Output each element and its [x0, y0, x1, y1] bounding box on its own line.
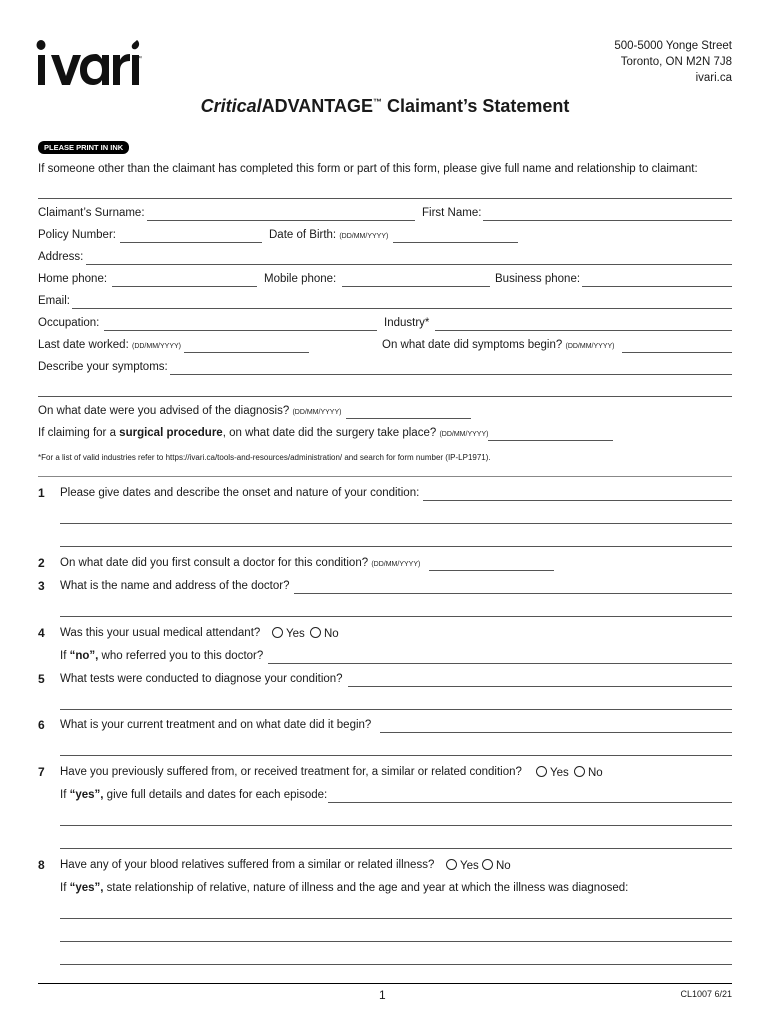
- logo-tm: ™: [136, 56, 142, 62]
- q8-if-label: If “yes”, state relationship of relative, nature of illness and the age and year at which the illness was diagnosed:: [60, 882, 629, 894]
- industry-field[interactable]: [435, 330, 732, 331]
- business-phone-label: Business phone:: [495, 273, 581, 285]
- q8-line-2[interactable]: [60, 941, 732, 942]
- occupation-field[interactable]: [104, 330, 377, 331]
- q2-field[interactable]: [429, 570, 554, 571]
- home-phone-field[interactable]: [112, 286, 257, 287]
- advised-diagnosis-field[interactable]: [346, 418, 471, 419]
- website: ivari.ca: [695, 72, 732, 84]
- q6-field[interactable]: [380, 732, 732, 733]
- title-italic: Critical: [200, 96, 262, 116]
- q3-number: 3: [38, 579, 45, 593]
- q6-line-2[interactable]: [60, 755, 732, 756]
- policy-number-label: Policy Number:: [38, 229, 116, 241]
- q7-line-3[interactable]: [60, 848, 732, 849]
- last-worked-label: Last date worked: (DD/MM/YYYY): [38, 339, 181, 351]
- q4-label: Was this your usual medical attendant?: [60, 627, 261, 639]
- q4-no-radio[interactable]: [310, 627, 321, 638]
- q7-details-field[interactable]: [328, 802, 732, 803]
- industry-label: Industry*: [384, 317, 430, 329]
- symptoms-begin-label: On what date did symptoms begin? (DD/MM/YYYY): [382, 339, 615, 351]
- q8-yes-option[interactable]: Yes: [446, 859, 479, 872]
- dob-label: Date of Birth: (DD/MM/YYYY): [269, 229, 389, 241]
- company-address: [614, 38, 732, 86]
- email-field[interactable]: [72, 308, 732, 309]
- q7-line-2[interactable]: [60, 825, 732, 826]
- describe-symptoms-label: Describe your symptoms:: [38, 361, 168, 373]
- q7-no-radio[interactable]: [574, 766, 585, 777]
- title-tm: ™: [372, 97, 382, 107]
- form-title: [0, 96, 770, 117]
- home-phone-label: Home phone:: [38, 273, 108, 285]
- q1-label: Please give dates and describe the onset and nature of your condition:: [60, 487, 420, 499]
- q1-line-2[interactable]: [60, 523, 732, 524]
- title-suffix: Claimant’s Statement: [381, 96, 570, 116]
- mobile-phone-field[interactable]: [342, 286, 490, 287]
- q8-label: Have any of your blood relatives suffered from a similar or related illness?: [60, 859, 435, 871]
- q8-line-3[interactable]: [60, 964, 732, 965]
- business-phone-field[interactable]: [582, 286, 732, 287]
- q5-line-2[interactable]: [60, 709, 732, 710]
- form-code: CL1007 6/21: [680, 989, 732, 999]
- q7-number: 7: [38, 765, 45, 779]
- q5-number: 5: [38, 672, 45, 686]
- industry-footnote: *For a list of valid industries refer to https://ivari.ca/tools-and-resources/administration/ and search for form number (IP-LP1971).: [38, 453, 491, 462]
- q6-number: 6: [38, 718, 45, 732]
- address-field[interactable]: [86, 264, 732, 265]
- q8-no-radio[interactable]: [482, 859, 493, 870]
- intro-text: If someone other than the claimant has completed this form or part of this form, please give full name and relationship to claimant:: [38, 163, 698, 175]
- q4-yes-radio[interactable]: [272, 627, 283, 638]
- q6-label: What is your current treatment and on what date did it begin?: [60, 719, 372, 731]
- q1-line-3[interactable]: [60, 546, 732, 547]
- q4-if-label: If “no”, who referred you to this doctor?: [60, 650, 264, 662]
- footer-rule: [38, 983, 732, 984]
- page-number: 1: [379, 988, 386, 1002]
- surgical-date-field[interactable]: [488, 440, 613, 441]
- occupation-label: Occupation:: [38, 317, 100, 329]
- describe-symptoms-line-2[interactable]: [38, 396, 732, 397]
- last-worked-field[interactable]: [184, 352, 309, 353]
- q3-line-2[interactable]: [60, 616, 732, 617]
- q7-label: Have you previously suffered from, or received treatment for, a similar or related condition?: [60, 766, 522, 778]
- mobile-phone-label: Mobile phone:: [264, 273, 337, 285]
- print-in-ink-badge: PLEASE PRINT IN INK: [38, 141, 129, 154]
- q7-no-option[interactable]: No: [574, 766, 603, 779]
- surname-label: Claimant’s Surname:: [38, 207, 145, 219]
- q1-number: 1: [38, 486, 45, 500]
- first-name-label: First Name:: [422, 207, 482, 219]
- ivari-logo: [36, 38, 146, 90]
- q2-number: 2: [38, 556, 45, 570]
- surgical-label: If claiming for a surgical procedure, on what date did the surgery take place? (DD/MM/YYYY): [38, 427, 489, 439]
- q7-if-label: If “yes”, give full details and dates for each episode:: [60, 789, 328, 801]
- q4-referred-field[interactable]: [268, 663, 732, 664]
- q4-yes-option[interactable]: Yes: [272, 627, 305, 640]
- q8-number: 8: [38, 858, 45, 872]
- title-main: ADVANTAGE: [261, 96, 373, 116]
- surname-field[interactable]: [147, 220, 415, 221]
- q7-yes-radio[interactable]: [536, 766, 547, 777]
- describe-symptoms-field[interactable]: [170, 374, 732, 375]
- q7-yes-option[interactable]: Yes: [536, 766, 569, 779]
- address-line-1: 500-5000 Yonge Street: [614, 40, 732, 52]
- q8-line-1[interactable]: [60, 918, 732, 919]
- section-divider: [38, 476, 732, 477]
- q1-field[interactable]: [423, 500, 732, 501]
- q5-label: What tests were conducted to diagnose your condition?: [60, 673, 343, 685]
- q4-number: 4: [38, 626, 45, 640]
- q8-no-option[interactable]: No: [482, 859, 511, 872]
- q4-no-option[interactable]: No: [310, 627, 339, 640]
- policy-number-field[interactable]: [120, 242, 262, 243]
- q5-field[interactable]: [348, 686, 732, 687]
- address-line-2: Toronto, ON M2N 7J8: [620, 56, 732, 68]
- relationship-line[interactable]: [38, 198, 732, 199]
- q3-label: What is the name and address of the doctor?: [60, 580, 290, 592]
- q2-label: On what date did you first consult a doctor for this condition? (DD/MM/YYYY): [60, 557, 421, 569]
- email-label: Email:: [38, 295, 70, 307]
- dob-field[interactable]: [393, 242, 518, 243]
- q8-yes-radio[interactable]: [446, 859, 457, 870]
- symptoms-begin-field[interactable]: [622, 352, 732, 353]
- first-name-field[interactable]: [483, 220, 732, 221]
- q3-field[interactable]: [294, 593, 732, 594]
- advised-diagnosis-label: On what date were you advised of the diagnosis? (DD/MM/YYYY): [38, 405, 342, 417]
- address-label: Address:: [38, 251, 84, 263]
